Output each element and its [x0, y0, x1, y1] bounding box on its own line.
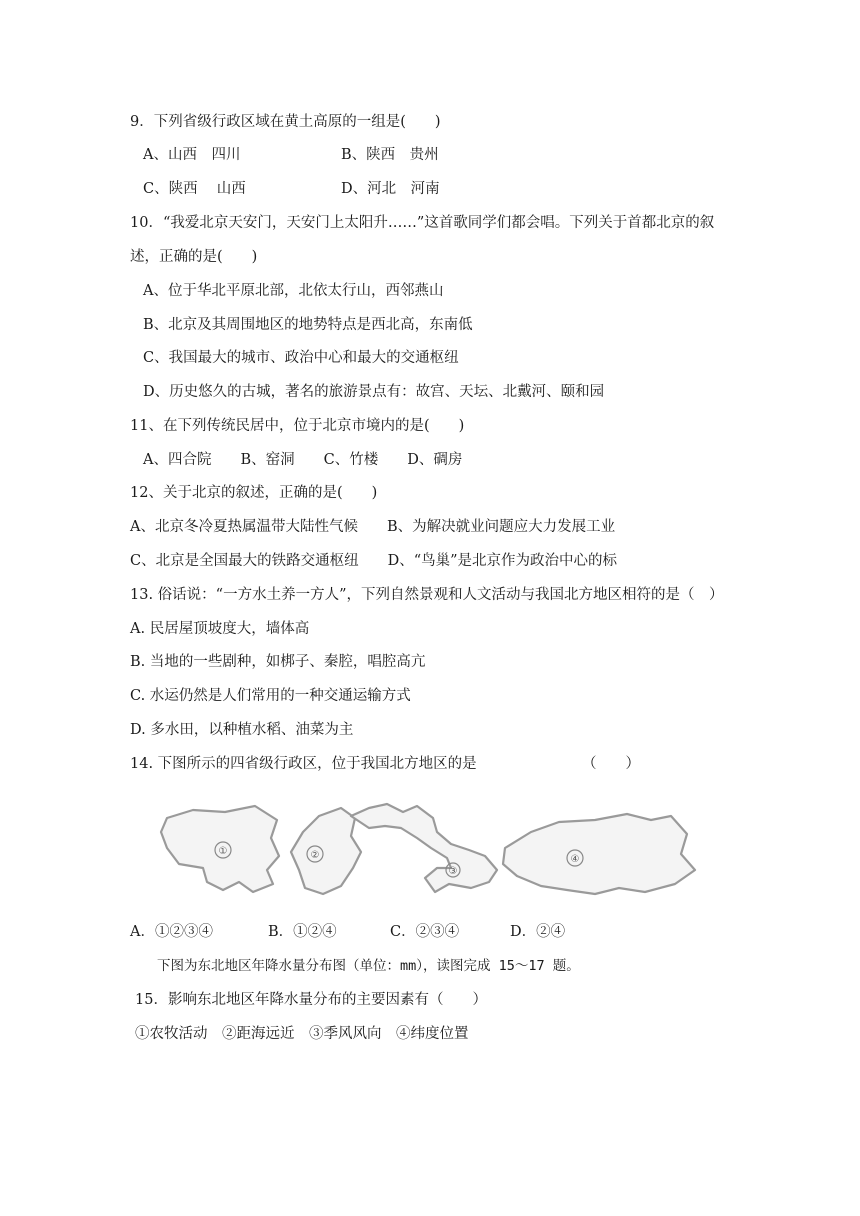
- province-3-outline: [351, 804, 497, 892]
- q13-option-b: B. 当地的一些剧种，如梆子、秦腔，唱腔高亢: [130, 654, 426, 670]
- instruction-15-17: 下图为东北地区年降水量分布图（单位：mm），读图完成 15～17 题。: [157, 958, 580, 974]
- q14-option-a: A．①②③④: [130, 924, 213, 940]
- q11-stem: 11、在下列传统民居中，位于北京市境内的是( ): [130, 418, 465, 434]
- q10-stem-line2: 述，正确的是( ): [130, 249, 258, 265]
- q12-stem: 12、关于北京的叙述，正确的是( ): [130, 485, 378, 501]
- q11-options: A、四合院 B、窑洞 C、竹楼 D、碉房: [143, 452, 463, 468]
- q10-option-a: A、位于华北平原北部，北依太行山，西邻燕山: [143, 283, 444, 299]
- q14-option-d: D．②④: [510, 924, 566, 940]
- map-label-1: ①: [218, 846, 228, 857]
- q13-option-a: A. 民居屋顶坡度大，墙体高: [130, 621, 310, 637]
- q10-stem-line1: 10．“我爱北京天安门，天安门上太阳升……”这首歌同学们都会唱。下列关于首都北京的叙: [130, 215, 715, 231]
- q13-stem: 13. 俗话说：“一方水土养一方人”，下列自然景观和人文活动与我国北方地区相符的是（ ）: [130, 587, 724, 603]
- q12-options-cd: C、北京是全国最大的铁路交通枢纽 D、“鸟巢”是北京作为政治中心的标: [130, 553, 618, 569]
- q15-stem: 15．影响东北地区年降水量分布的主要因素有（ ）: [135, 992, 487, 1008]
- q9-option-d: D、河北 河南: [341, 181, 440, 197]
- q9-stem: 9．下列省级行政区域在黄土高原的一组是( ): [130, 114, 441, 130]
- map-label-4: ④: [570, 854, 580, 865]
- q9-option-a: A、山西 四川: [143, 147, 241, 163]
- q14-answer-paren: （ ）: [582, 756, 640, 772]
- q15-options: ①农牧活动 ②距海远近 ③季风风向 ④纬度位置: [135, 1026, 469, 1042]
- q9-option-c: C、陕西 山西: [143, 181, 246, 197]
- q14-option-b: B．①②④: [268, 924, 337, 940]
- q9-option-b: B、陕西 贵州: [341, 147, 439, 163]
- map-label-3: ③: [448, 866, 458, 877]
- map-label-2: ②: [310, 850, 320, 861]
- q13-option-d: D. 多水田，以种植水稻、油菜为主: [130, 722, 354, 738]
- q14-stem: 14. 下图所示的四省级行政区，位于我国北方地区的是: [130, 756, 477, 772]
- province-4-outline: [503, 814, 695, 894]
- q13-option-c: C. 水运仍然是人们常用的一种交通运输方式: [130, 688, 411, 704]
- province-2-outline: [291, 808, 361, 894]
- q12-options-ab: A、北京冬冷夏热属温带大陆性气候 B、为解决就业问题应大力发展工业: [130, 519, 616, 535]
- province-outline-map: [155, 798, 700, 908]
- q14-option-c: C．②③④: [390, 924, 460, 940]
- q10-option-c: C、我国最大的城市、政治中心和最大的交通枢纽: [143, 350, 459, 366]
- q10-option-d: D、历史悠久的古城，著名的旅游景点有：故宫、天坛、北戴河、颐和园: [143, 384, 605, 400]
- q10-option-b: B、北京及其周围地区的地势特点是西北高，东南低: [143, 317, 473, 333]
